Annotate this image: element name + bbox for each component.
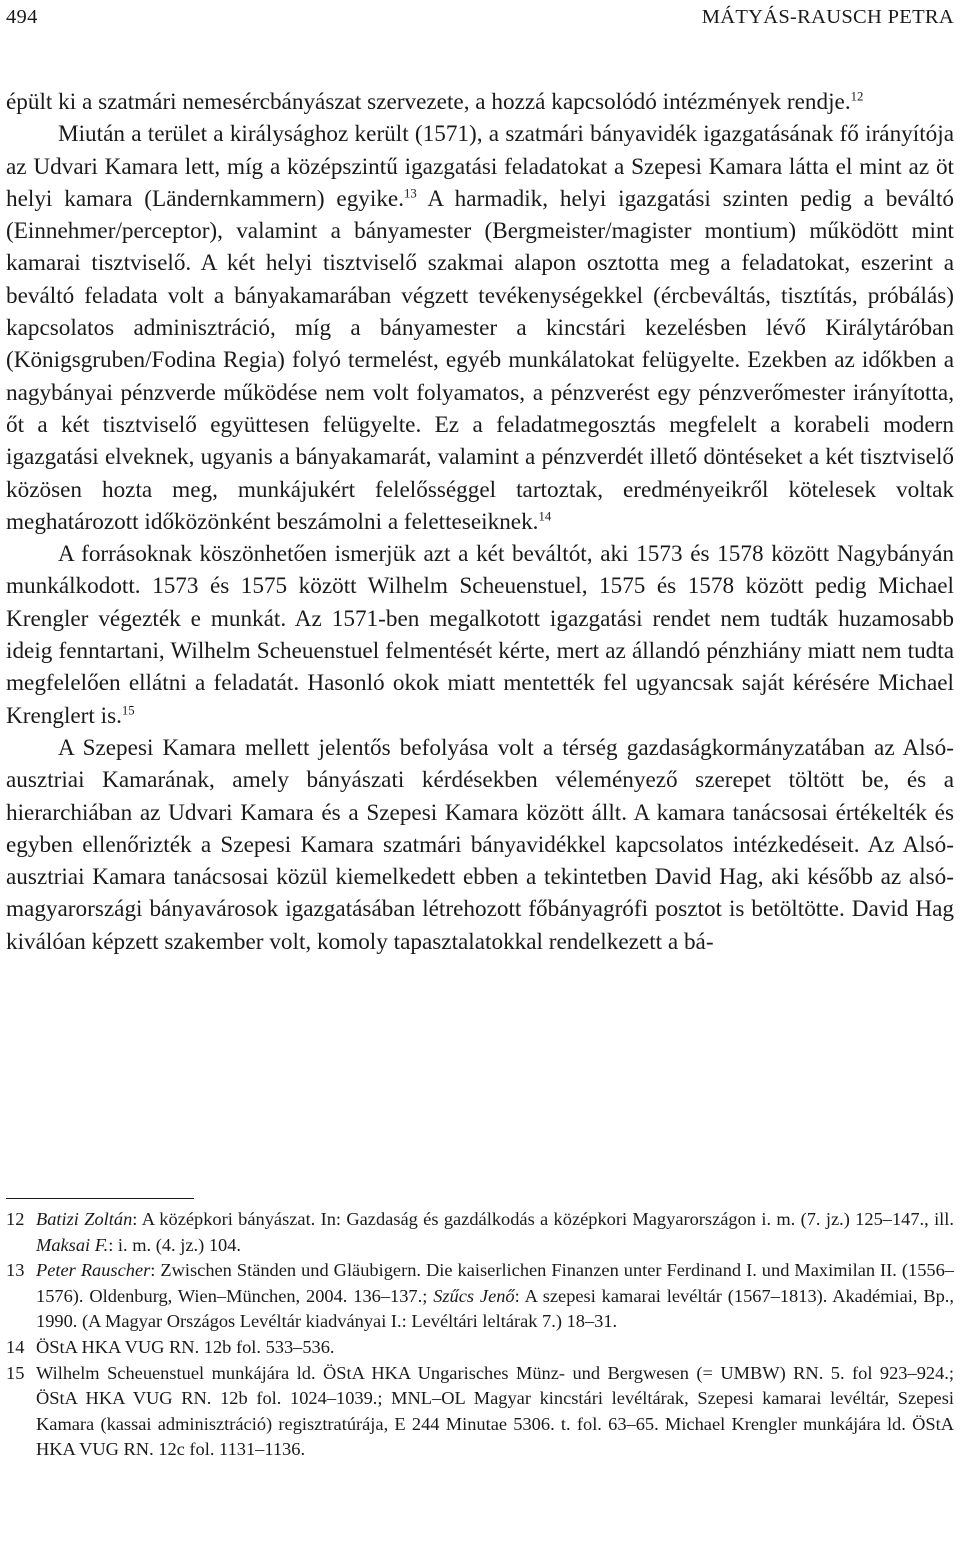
paragraph-2-text-a: Miután a terület a királysághoz került (1571), a szatmári bányavidék igazgatásának fő irányítója az Udvari Kamara lett, míg a középszintű igazgatási feladatokat a Szepesi Kamara látta el mint az öt helyi kamara (Ländernkammern) egyike. [6, 121, 954, 212]
footnote-text: : Zwischen Ständen und Gläubigern. Die kaiserlichen Finanzen unter Ferdinand I. und Maximilan II. (1556–1576). Oldenburg, Wien–München, 2004. 136–137.; [36, 1260, 954, 1306]
footnote-14 [6, 1335, 954, 1361]
paragraph-4 [6, 732, 954, 958]
footnote-13 [6, 1258, 954, 1335]
body-text [6, 86, 954, 958]
footnote-text: : A szepesi kamarai levéltár (1567–1813). Akadémiai, Bp., 1990. (A Magyar Országos Levéltár kiadványai I.: Levéltári leltárak 7.) 18–31. [36, 1285, 955, 1332]
footnotes [6, 1207, 954, 1463]
footnote-ref-12[interactable]: 12 [850, 89, 864, 104]
footnote-separator [6, 1198, 194, 1199]
footnote-author: Szűcs Jenő [433, 1285, 515, 1306]
footnote-number: 15 [6, 1362, 25, 1383]
paragraph-3-text: A forrásoknak köszönhetően ismerjük azt a két beváltót, aki 1573 és 1578 között Nagybányán munkálkodott. 1573 és 1575 között Wilhelm Scheuenstuel, 1575 és 1578 között pedig Michael Krengler végezték e munkát. Az 1571-ben megalkotott igazgatási rendet nem tudták huzamosabb ideig fenntartani, Wilhelm Scheuenstuel felmentését kérte, mert az állandó pénzhiány miatt nem tudta megfelelően ellátni a feladatát. Hasonló okok miatt mentették fel ugyancsak saját kérésére Michael Krenglert is. [6, 541, 954, 729]
footnote-author: Batizi Zoltán [36, 1209, 133, 1229]
paragraph-3 [6, 538, 954, 732]
paragraph-4-text: A Szepesi Kamara mellett jelentős befolyása volt a térség gazdaságkormányzatában az Alsó-ausztriai Kamarának, amely bányászati kérdésekben véleményező szerepet töltött be, és a hierarchiában az Udvari Kamara és a Szepesi Kamara között állt. A kamara tanácsosai értékelték és egyben ellenőrizték a Szepesi Kamara szatmári bányavidékkel kapcsolatos intézkedéseit. Az Alsó-ausztriai Kamara tanácsosai közül kiemelkedett ebben a tekintetben David Hag, aki később az alsó-magyarországi bányavárosok igazgatásában létrehozott főbányagrófi posztot is betöltötte. David Hag kiválóan képzett szakember volt, komoly tapasztalatokkal rendelkezett a bá- [6, 734, 954, 955]
paragraph-2 [6, 118, 954, 538]
paragraph-2-text-b: A harmadik, helyi igazgatási szinten pedig a beváltó (Einnehmer/perceptor), valamint a bányamester (Bergmeister/magister montium) működött mint kamarai tisztviselő. A két helyi tisztviselő szakmai alapon osztotta meg a feladatokat, eszerint a beváltó feladata volt a bányakamarában végzett tevékenységekkel (ércbeváltás, tisztítás, próbálás) kapcsolatos adminisztráció, míg a bányamester a kincstári kezelésben lévő Királytáróban (Königsgruben/Fodina Regia) folyó termelést, egyéb munkálatokat felügyelte. Ezekben az időkben a nagybányai pénzverde működése nem volt folyamatos, a pénzverést egy pénzverőmester irányította, őt a két tisztviselő együttesen felügyelte. Ez a feladatmegosztás megfelelt a korabeli modern igazgatási elveknek, ugyanis a bányakamarát, valamint a pénzverdét illető döntéseket a két tisztviselő közösen hozta meg, munkájukért felelősséggel tartoztak, eredményeikről kötelesek voltak meghatározott időközönként beszámolni a feletteseiknek. [6, 185, 954, 535]
footnote-ref-13[interactable]: 13 [404, 186, 417, 201]
page-number: 494 [6, 6, 38, 28]
footnote-text: ÖStA HKA VUG RN. 12b fol. 533–536. [36, 1336, 335, 1357]
footnote-text: : A középkori bányászat. In: Gazdaság és gazdálkodás a középkori Magyarországon i. m. (7. jz.) 125–147., ill. [132, 1209, 954, 1229]
footnote-ref-15[interactable]: 15 [121, 702, 135, 717]
footnote-text: : i. m. (4. jz.) 104. [108, 1234, 242, 1255]
running-head-author: MÁTYÁS-RAUSCH PETRA [701, 6, 954, 28]
footnote-text: Wilhelm Scheuenstuel munkájára ld. ÖStA HKA Ungarisches Münz- und Bergwesen (= UMBW) RN. 5. fol 923–924.; ÖStA HKA VUG RN. 12b fol. 1024–1039.; MNL–OL Magyar kincstári levéltárak, Szepesi kamarai levéltár, Szepesi Kamara (kassai adminisztráció) regisztratúrája, E 244 Minutae 5306. t. fol. 63–65. Michael Krengler munkájára ld. ÖStA HKA VUG RN. 12c fol. 1131–1136. [36, 1362, 954, 1460]
footnote-number: 12 [6, 1209, 25, 1229]
footnote-author: Maksai F. [36, 1234, 109, 1255]
paragraph-1-text: épült ki a szatmári nemesércbányászat szervezete, a hozzá kapcsolódó intézmények rendje. [6, 89, 851, 115]
footnote-ref-14[interactable]: 14 [538, 509, 552, 524]
running-head [6, 6, 954, 36]
footnote-15 [6, 1361, 954, 1463]
footnote-number: 13 [6, 1260, 25, 1281]
paragraph-1 [6, 86, 954, 118]
footnote-author: Peter Rauscher [36, 1260, 151, 1281]
footnote-12 [6, 1207, 954, 1258]
footnote-number: 14 [6, 1336, 25, 1357]
